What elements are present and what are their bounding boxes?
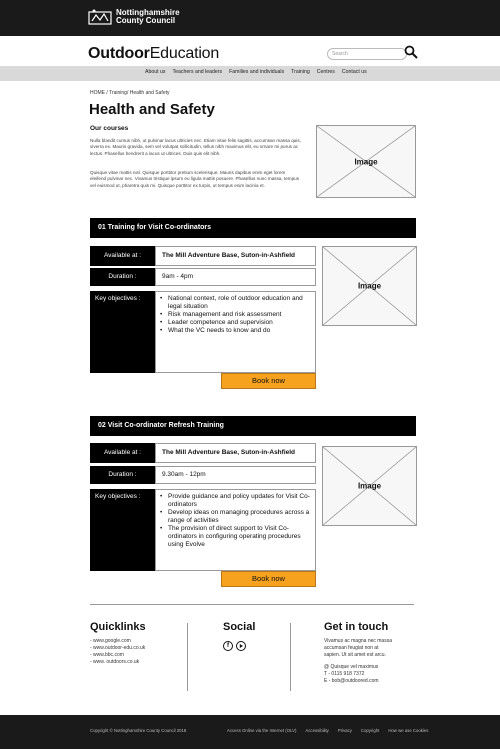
course-1-book-button[interactable]: Book now [221, 373, 316, 389]
image-label: Image [357, 481, 382, 491]
nav-item-training[interactable]: Training [291, 69, 310, 75]
footer-divider [90, 604, 414, 605]
quicklink[interactable]: - www. outdoors.co.uk [90, 659, 140, 665]
nav-item-centres[interactable]: Centres [316, 69, 335, 75]
course-1-objective: • National context, role of outdoor education and legal situation [160, 295, 314, 311]
site-brand[interactable] [88, 45, 219, 63]
course-2-available-value: The Mill Adventure Base, Suton-in-Ashfield [155, 443, 316, 463]
main-nav [0, 66, 500, 81]
legal-link[interactable]: Accessibility [305, 728, 329, 733]
course-1-objective: • Leader competence and supervision [160, 319, 314, 327]
course-2-available-label: Available at : [90, 443, 155, 463]
course-2-duration-label: Duration : [90, 466, 155, 484]
course-1-image-placeholder [322, 246, 417, 326]
search-input[interactable]: Search [327, 48, 407, 60]
course-2-objective: • The provision of direct support to Visit Co-ordinators in configuring operating procedures using Evolve [160, 525, 314, 549]
nav-item-about[interactable]: About us [145, 69, 166, 75]
contact-text: accumsan feugiat non at [324, 645, 379, 651]
nav-item-contact[interactable]: Contact us [341, 69, 367, 75]
brand-row [0, 36, 500, 66]
quicklinks-heading: Quicklinks [90, 621, 146, 633]
facebook-icon[interactable]: f [223, 641, 233, 651]
course-2-objective: • Provide guidance and policy updates for Visit Co-ordinators [160, 493, 314, 509]
course-1-available-label: Available at : [90, 246, 155, 266]
course-2-duration-value: 9.30am - 12pm [155, 466, 316, 484]
course-1-objectives-label: Key objectives : [90, 291, 155, 373]
quicklink[interactable]: - www.outdoor-edu.co.uk [90, 645, 146, 651]
page-title: Health and Safety [89, 101, 215, 118]
legal-link[interactable]: Access Online via the Internet (OLV) [227, 728, 297, 733]
brand-bold: Outdoor [88, 45, 150, 62]
course-1-objective: • Risk management and risk assessment [160, 311, 314, 319]
footer-column-divider [290, 623, 291, 691]
footer-bottom-bar [0, 715, 500, 749]
nav-item-families[interactable]: Families and individuals [229, 69, 285, 75]
council-header-bar [0, 0, 500, 36]
social-heading: Social [223, 621, 256, 633]
council-crest-icon [88, 8, 112, 26]
legal-links [227, 728, 428, 733]
quicklinks-list [90, 638, 145, 666]
legal-link[interactable]: Copyright [360, 728, 380, 733]
breadcrumb[interactable]: HOME / Training/ Health and Safety [90, 90, 170, 96]
contact-twitter[interactable]: @ Quisque vel maximus [324, 664, 379, 670]
contact-text: Vivamus ac magna nec massa [324, 638, 392, 644]
course-2-objectives-label: Key objectives : [90, 489, 155, 571]
council-name-line1: Nottinghamshire [116, 8, 180, 17]
course-1-duration-value: 9am - 4pm [155, 268, 316, 286]
legal-link[interactable]: How we use Cookies [388, 728, 429, 733]
search-icon[interactable] [404, 45, 418, 59]
course-2-objectives-list [160, 493, 314, 549]
intro-paragraph-1: Nulla blandit cursus nibh, ut pulvinar lacus ultricies nec. Etiam vitae felis sagittis, accumsan massa quis, viverra ex. Mauris gravida, sem vel volutpat sollicitudin, tellus nibh maximus elit, eu ornare mi purus ac lectus. Phasellus hendrerit a lacus ut ultrices. Duis quis elit nibh. [90, 138, 301, 156]
course-2-title: 02 Visit Co-ordinator Refresh Training [90, 416, 416, 436]
contact-text: sapien. Ut sit amet est arcu. [324, 652, 386, 658]
contact-info [324, 638, 392, 685]
course-1-available-value: The Mill Adventure Base, Suton-in-Ashfield [155, 246, 316, 266]
legal-link[interactable]: Privacy [337, 728, 352, 733]
image-label: Image [357, 281, 382, 291]
contact-email[interactable]: E - bob@outdoored.com [324, 678, 379, 684]
intro-image-placeholder [316, 125, 416, 198]
copyright: Copyright © Nottinghamshire County Council 2018 [90, 728, 187, 733]
course-1-objectives-list [160, 295, 314, 335]
section-heading: Our courses [90, 125, 129, 132]
intro-paragraph-2: Quisque vitae mattis nisl. Quisque porttitor pretium scelerisque. Mauris dapibus enim eget lorem eleifend pulvinar nec. Vivamus tristique ipsum eu ligula mattis posuere. Phasellus nunc massa, tempus vel euismod ut, pharetra quis mi. Quisque porttitor ex turpis, ut tempus enim lacinia et. [90, 170, 300, 188]
course-1-duration-label: Duration : [90, 268, 155, 286]
brand-light: Education [149, 45, 220, 62]
quicklink[interactable]: - www.google.com [90, 638, 131, 644]
nav-item-teachers[interactable]: Teachers and leaders [172, 69, 223, 75]
quicklink[interactable]: - www.bbc.com [90, 652, 124, 658]
council-logo[interactable] [88, 8, 180, 26]
image-label: Image [354, 157, 378, 166]
contact-heading: Get in touch [324, 621, 389, 633]
youtube-icon[interactable] [236, 641, 246, 651]
course-2-book-button[interactable]: Book now [221, 571, 316, 587]
course-1-objective: • What the VC needs to know and do [160, 327, 314, 335]
council-name-line2: County Council [116, 16, 176, 25]
course-1-title: 01 Training for Visit Co-ordinators [90, 218, 416, 238]
course-2-image-placeholder [322, 446, 417, 526]
course-2-objective: • Develop ideas on managing procedures across a range of activities [160, 509, 314, 525]
footer-column-divider [187, 623, 188, 691]
contact-phone: T - 0115 918 7372 [324, 671, 365, 677]
